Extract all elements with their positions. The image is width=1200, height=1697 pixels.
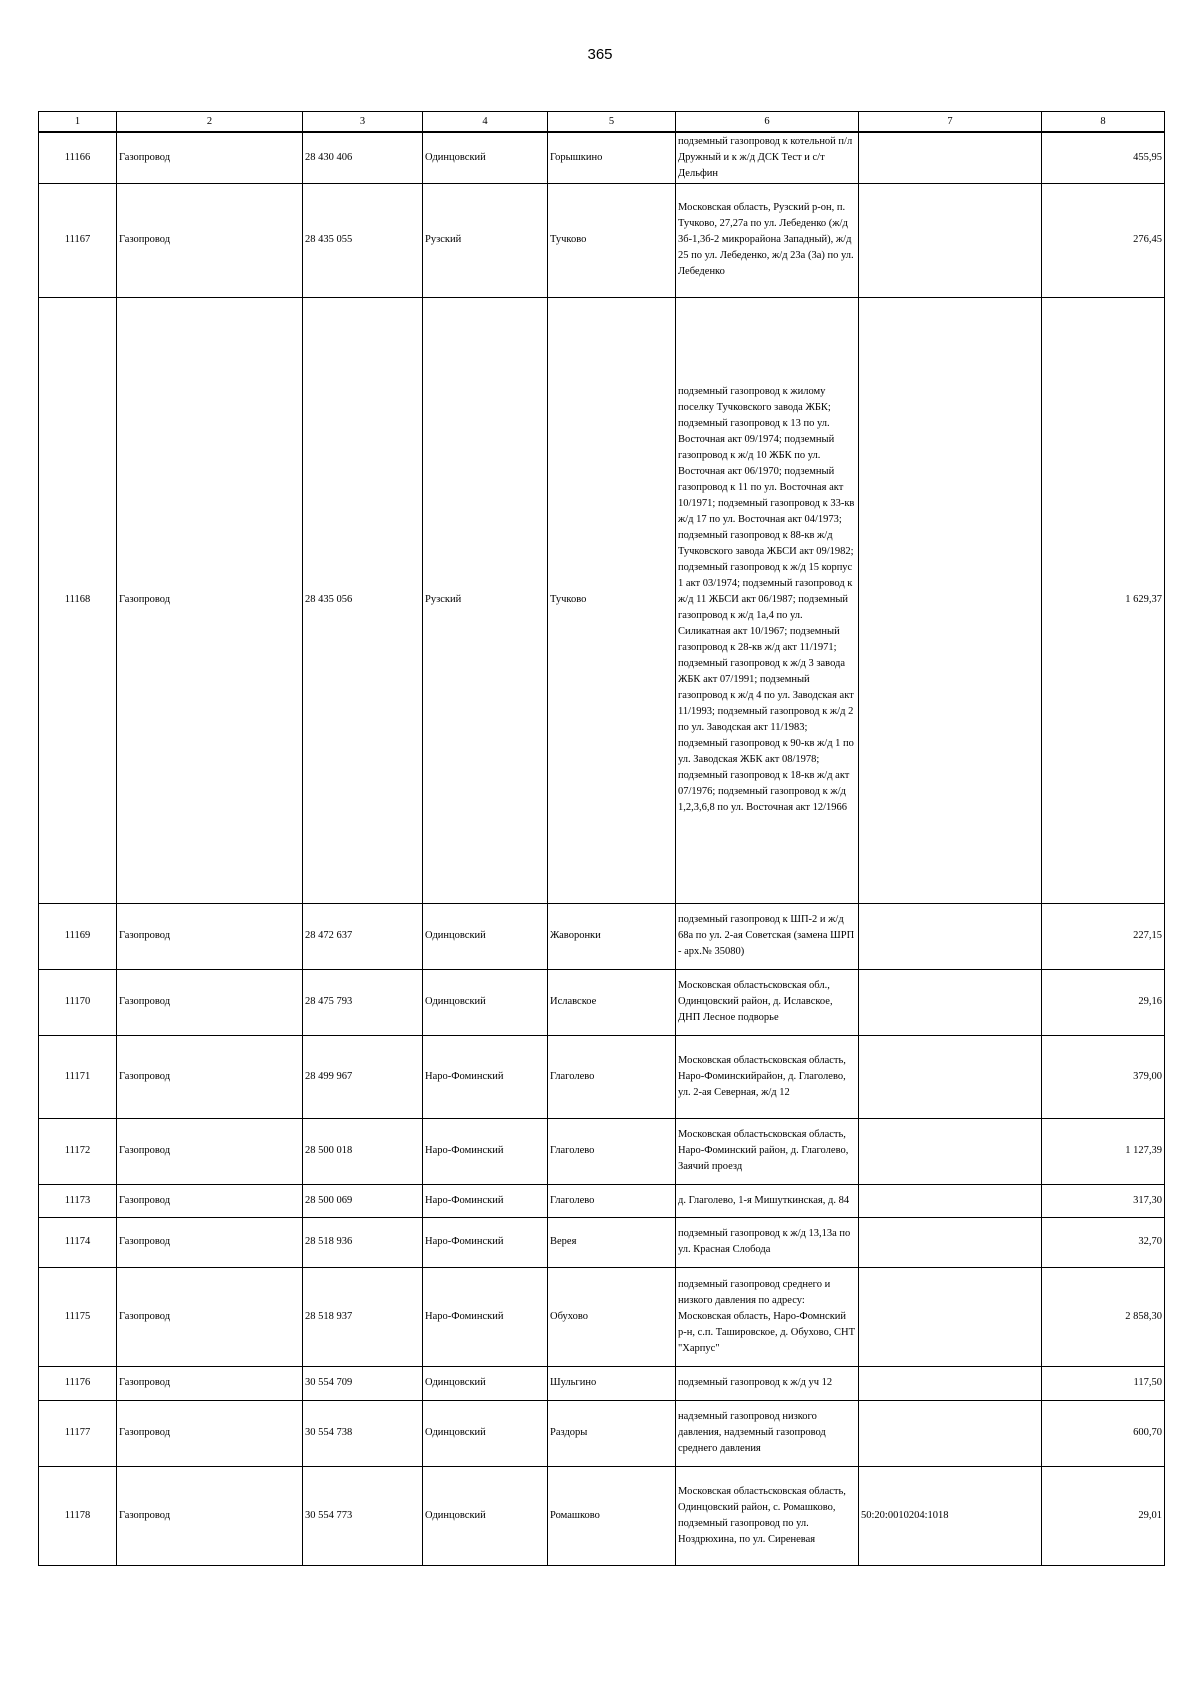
district: Одинцовский [423,903,548,969]
settlement: Шульгино [548,1366,676,1400]
object-type: Газопровод [117,969,303,1035]
description: Московская областьсковская обл., Одинцовский район, д. Иславское, ДНП Лесное подворье [676,969,859,1035]
row-number: 11176 [39,1366,117,1400]
description: подземный газопровод к ж/д 13,13а по ул. Красная Слобода [676,1217,859,1267]
table-row [39,1366,1165,1400]
table-row [39,1035,1165,1118]
length-value: 317,30 [1042,1184,1165,1217]
row-number: 11177 [39,1400,117,1466]
object-type: Газопровод [117,132,303,183]
object-type: Газопровод [117,297,303,903]
inventory-code: 28 518 937 [303,1267,423,1366]
table-row [39,1184,1165,1217]
settlement: Глаголево [548,1184,676,1217]
column-header: 8 [1042,112,1165,133]
district: Одинцовский [423,132,548,183]
settlement: Глаголево [548,1118,676,1184]
cadastral-number [859,132,1042,183]
description: подземный газопровод среднего и низкого давления по адресу: Московская область, Наро-Фомнский р-н, с.п. Ташировское, д. Обухово, СНТ "Харпус" [676,1267,859,1366]
row-number: 11171 [39,1035,117,1118]
district: Наро-Фоминский [423,1184,548,1217]
column-header: 2 [117,112,303,133]
length-value: 276,45 [1042,183,1165,297]
inventory-code: 28 435 056 [303,297,423,903]
inventory-code: 28 472 637 [303,903,423,969]
object-type: Газопровод [117,1366,303,1400]
inventory-code: 28 435 055 [303,183,423,297]
district: Одинцовский [423,1400,548,1466]
object-type: Газопровод [117,1400,303,1466]
district: Одинцовский [423,969,548,1035]
table-row [39,1267,1165,1366]
length-value: 600,70 [1042,1400,1165,1466]
length-value: 32,70 [1042,1217,1165,1267]
settlement: Глаголево [548,1035,676,1118]
description: Московская областьсковская область, Одинцовский район, с. Ромашково, подземный газопровод по ул. Ноздрюхина, по ул. Сиреневая [676,1466,859,1565]
cadastral-number [859,903,1042,969]
row-number: 11167 [39,183,117,297]
table-row [39,132,1165,183]
description: подземный газопровод к котельной п/л Дружный и к ж/д ДСК Тест и с/т Дельфин [676,132,859,183]
object-type: Газопровод [117,1118,303,1184]
length-value: 379,00 [1042,1035,1165,1118]
cadastral-number [859,1400,1042,1466]
cadastral-number [859,1366,1042,1400]
table-row [39,1466,1165,1565]
table-row [39,183,1165,297]
cadastral-number [859,969,1042,1035]
inventory-code: 28 518 936 [303,1217,423,1267]
settlement: Тучково [548,297,676,903]
cadastral-number [859,1184,1042,1217]
inventory-code: 28 499 967 [303,1035,423,1118]
cadastral-number [859,1217,1042,1267]
settlement: Тучково [548,183,676,297]
description: подземный газопровод к жилому поселку Тучковского завода ЖБК; подземный газопровод к 13 по ул. Восточная акт 09/1974; подземный газопровод к ж/д 10 ЖБК по ул. Восточная акт 06/1970; подземный газопровод к 11 по ул. Восточная акт 10/1971; подземный газопровод к 33-кв ж/д 17 по ул. Восточная акт 04/1973; подземный газопровод к 88-кв ж/д Тучковского завода ЖБСИ акт 09/1982; подземный газопровод к ж/д 15 корпус 1 акт 03/1974; подземный газопровод к ж/д 11 ЖБСИ акт 06/1987; подземный газопровод к ж/д 1а,4 по ул. Силикатная акт 10/1967; подземный газопровод к 28-кв ж/д акт 11/1971; подземный газопровод к ж/д 3 завода ЖБК акт 07/1991; подземный газопровод к ж/д 4 по ул. Заводская акт 11/1993; подземный газопровод к ж/д 2 по ул. Заводская акт 11/1983; подземный газопровод к 90-кв ж/д 1 по ул. Заводская ЖБК акт 08/1978; подземный газопровод к 18-кв ж/д акт 07/1976; подземный газопровод к ж/д 1,2,3,6,8 по ул. Восточная акт 12/1966 [676,297,859,903]
settlement: Раздоры [548,1400,676,1466]
inventory-code: 28 430 406 [303,132,423,183]
row-number: 11175 [39,1267,117,1366]
cadastral-number [859,1267,1042,1366]
length-value: 29,01 [1042,1466,1165,1565]
row-number: 11168 [39,297,117,903]
settlement: Верея [548,1217,676,1267]
cadastral-number [859,297,1042,903]
table-row [39,1118,1165,1184]
description: Московская областьсковская область, Наро-Фоминский район, д. Глаголево, Заячий проезд [676,1118,859,1184]
table-row [39,297,1165,903]
length-value: 1 127,39 [1042,1118,1165,1184]
settlement: Ромашково [548,1466,676,1565]
row-number: 11173 [39,1184,117,1217]
table-row [39,1217,1165,1267]
row-number: 11170 [39,969,117,1035]
table-header-row [39,112,1165,133]
object-type: Газопровод [117,1267,303,1366]
column-header: 1 [39,112,117,133]
object-type: Газопровод [117,1217,303,1267]
length-value: 2 858,30 [1042,1267,1165,1366]
object-type: Газопровод [117,1466,303,1565]
district: Одинцовский [423,1366,548,1400]
column-header: 5 [548,112,676,133]
length-value: 227,15 [1042,903,1165,969]
column-header: 3 [303,112,423,133]
district: Рузский [423,183,548,297]
length-value: 117,50 [1042,1366,1165,1400]
cadastral-number: 50:20:0010204:1018 [859,1466,1042,1565]
district: Одинцовский [423,1466,548,1565]
inventory-code: 28 500 018 [303,1118,423,1184]
district: Наро-Фоминский [423,1118,548,1184]
description: Московская область, Рузский р-он, п. Тучково, 27,27а по ул. Лебеденко (ж/д 3б-1,3б-2 микрорайона Западный), ж/д 25 по ул. Лебеденко, ж/д 23а (3а) по ул. Лебеденко [676,183,859,297]
settlement: Обухово [548,1267,676,1366]
district: Наро-Фоминский [423,1217,548,1267]
length-value: 455,95 [1042,132,1165,183]
description: подземный газопровод к ШП-2 и ж/д 68а по ул. 2-ая Советская (замена ШРП - арх.№ 35080) [676,903,859,969]
table-row [39,903,1165,969]
row-number: 11178 [39,1466,117,1565]
description: надземный газопровод низкого давления, надземный газопровод среднего давления [676,1400,859,1466]
settlement: Иславское [548,969,676,1035]
cadastral-number [859,183,1042,297]
table-row [39,969,1165,1035]
district: Наро-Фоминский [423,1035,548,1118]
cadastral-number [859,1035,1042,1118]
page-number: 365 [587,46,613,63]
object-type: Газопровод [117,183,303,297]
description: д. Глаголево, 1-я Мишуткинская, д. 84 [676,1184,859,1217]
inventory-code: 30 554 773 [303,1466,423,1565]
description: подземный газопровод к ж/д уч 12 [676,1366,859,1400]
registry-table [38,111,1165,1566]
row-number: 11166 [39,132,117,183]
settlement: Горышкино [548,132,676,183]
object-type: Газопровод [117,1184,303,1217]
column-header: 6 [676,112,859,133]
object-type: Газопровод [117,903,303,969]
row-number: 11172 [39,1118,117,1184]
column-header: 4 [423,112,548,133]
row-number: 11174 [39,1217,117,1267]
inventory-code: 30 554 709 [303,1366,423,1400]
description: Московская областьсковская область, Наро-Фоминскийрайон, д. Глаголево, ул. 2-ая Северная, ж/д 12 [676,1035,859,1118]
cadastral-number [859,1118,1042,1184]
length-value: 29,16 [1042,969,1165,1035]
inventory-code: 28 475 793 [303,969,423,1035]
table-row [39,1400,1165,1466]
object-type: Газопровод [117,1035,303,1118]
district: Рузский [423,297,548,903]
column-header: 7 [859,112,1042,133]
length-value: 1 629,37 [1042,297,1165,903]
settlement: Жаворонки [548,903,676,969]
inventory-code: 30 554 738 [303,1400,423,1466]
row-number: 11169 [39,903,117,969]
inventory-code: 28 500 069 [303,1184,423,1217]
district: Наро-Фоминский [423,1267,548,1366]
